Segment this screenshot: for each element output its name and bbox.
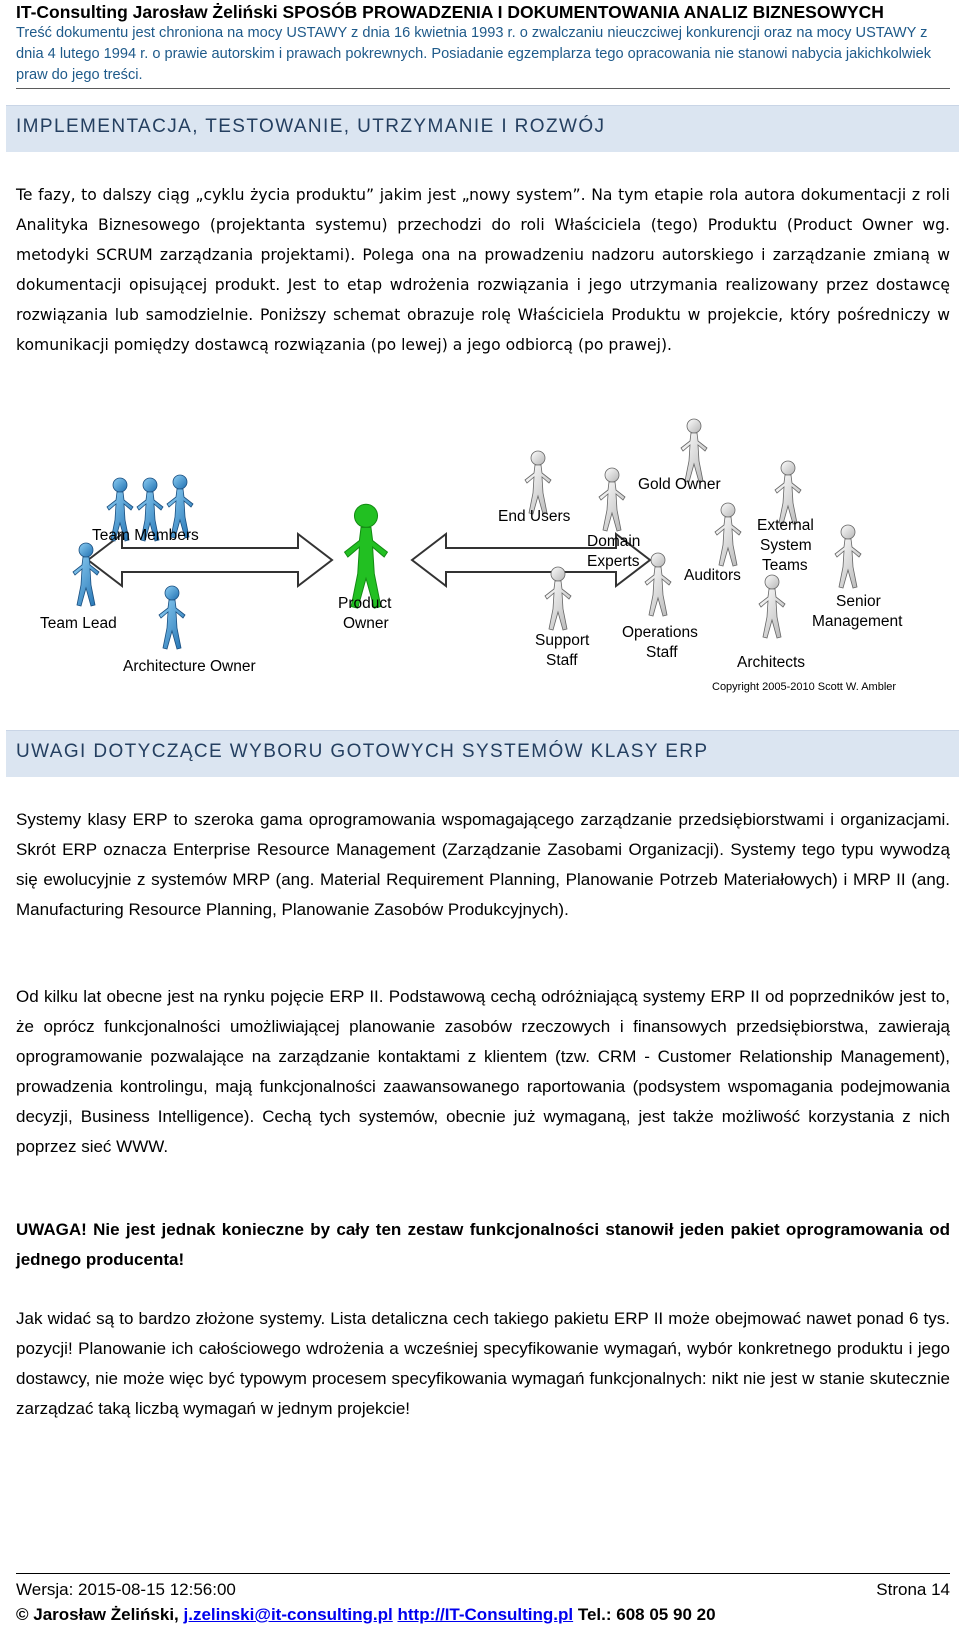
product-owner-figure <box>345 504 388 608</box>
senior-management-figure <box>835 525 861 588</box>
label-product-owner-1: Product <box>338 595 392 612</box>
support-staff-figure <box>545 567 571 630</box>
label-auditors: Auditors <box>684 567 741 584</box>
label-external-2: System <box>760 537 812 554</box>
section-title: UWAGI DOTYCZĄCE WYBORU GOTOWYCH SYSTEMÓW KLASY ERP <box>16 741 709 762</box>
header-title: IT-Consulting Jarosław Żeliński SPOSÓB PROWADZENIA I DOKUMENTOWANIA ANALIZ BIZNESOWYCH <box>16 2 884 22</box>
paragraph-intro: Te fazy, to dalszy ciąg „cyklu życia produktu” jakim jest „nowy system”. Na tym etapie rola autora dokumentacji z roli Analityka Biznesowego (projektanta systemu) przechodzi do roli Właściciela (tego) Produktu (Product Owner wg. metodyki SCRUM zarządzania projektami). Polega ona na prowadzeniu nadzoru autorskiego i zarządzanie zmianą w dokumentacji opisującej produkt. Jest to etap wdrożenia rozwiązania i jego utrzymania realizowany przez dostawcę rozwiązania lub samodzielnie. Poniższy schemat obrazuje rolę Właściciela Produktu w projekcie, który pośredniczy w komunikacji pomiędzy dostawcą rozwiązania (po lewej) a jego odbiorcą (po prawej). <box>16 186 950 354</box>
label-team-lead: Team Lead <box>40 615 117 632</box>
label-architecture-owner: Architecture Owner <box>123 658 256 675</box>
label-team-members: Team Members <box>92 527 199 544</box>
label-external-1: External <box>757 517 814 534</box>
paragraph-complexity: Jak widać są to bardzo złożone systemy. Lista detaliczna cech takiego pakietu ERP II może obejmować nawet ponad 6 tys. pozycji! Planowanie ich całościowego wdrożenia a wcześniej specyfikowanie wymagań, wybór konkretnego produktu i jego dostawcy, nie może więc być typowym procesem specyfikowania wymagań funkcjonalnych: nikt nie jest w stanie skutecznie zarządzać taką liczbą wymagań w jednym projekcie! <box>16 1309 950 1418</box>
page-header <box>16 0 950 86</box>
paragraph-warning: UWAGA! Nie jest jednak konieczne by cały ten zestaw funkcjonalności stanowił jeden pakiet oprogramowania od jednego producenta! <box>16 1220 950 1269</box>
label-senior-1: Senior <box>836 593 881 610</box>
author-name: © Jarosław Żeliński, <box>16 1605 179 1624</box>
label-product-owner-2: Owner <box>343 615 389 632</box>
operations-staff-figure <box>645 553 671 616</box>
section-heading-erp <box>6 730 959 777</box>
website-link[interactable]: http://IT-Consulting.pl <box>397 1605 574 1624</box>
end-user-figure <box>525 451 551 514</box>
footer-contact <box>16 1605 716 1625</box>
architect-figure <box>759 575 785 638</box>
product-owner-diagram <box>30 418 950 723</box>
label-senior-2: Management <box>812 613 903 630</box>
label-domain-experts-1: Domain <box>587 533 641 550</box>
document-version: Wersja: 2015-08-15 12:56:00 <box>16 1580 236 1599</box>
auditor-figure <box>715 503 741 566</box>
label-operations-2: Staff <box>646 644 678 661</box>
copyright-notice: Treść dokumentu jest chroniona na mocy USTAWY z dnia 16 kwietnia 1993 r. o zwalczaniu nieuczciwej konkurencji oraz na mocy USTAWY z dnia 4 lutego 1994 r. o prawie autorskim i prawach pokrewnych. Posiadanie egzemplarza tego opracowania nie stanowi nabycia jakichkolwiek praw do jego treści. <box>16 25 932 83</box>
page-number: Strona 14 <box>876 1580 950 1599</box>
diagram-copyright: Copyright 2005-2010 Scott W. Ambler <box>712 681 897 693</box>
gold-owner-figure <box>681 419 707 482</box>
architecture-owner-figure <box>159 586 185 649</box>
label-end-users: End Users <box>498 508 571 525</box>
phone-number: Tel.: 608 05 90 20 <box>577 1605 716 1624</box>
label-operations-1: Operations <box>622 624 698 641</box>
paragraph-erp-ii: Od kilku lat obecne jest na rynku pojęcie ERP II. Podstawową cechą odróżniającą systemy ERP II od poprzedników jest to, że oprócz funkcjonalności umożliwiającej planowanie zasobów rzeczowych i finansowych przedsiębiorstwa, zawierają oprogramowanie pozwalające na zarządzanie kontaktami z klientem (tzw. CRM - Customer Relationship Management), prowadzenia kontrolingu, mają funkcjonalności zaawansowanego raportowania (podsystem wspomagania podejmowania decyzji, Business Intelligence). Cechą tych systemów, obecnie już wymaganą, jest także możliwość korzystania z nich poprzez sieć WWW. <box>16 987 950 1156</box>
section-heading-implementacja <box>6 105 959 152</box>
domain-expert-figure <box>599 468 625 531</box>
label-architects: Architects <box>737 654 806 671</box>
paragraph-erp-definition: Systemy klasy ERP to szeroka gama oprogramowania wspomagającego zarządzanie przedsiębiorstwami i organizacjami. Skrót ERP oznacza Enterprise Resource Management (Zarządzanie Zasobami Organizacji). Systemy tego typu wywodzą się ewolucyjnie z systemów MRP (ang. Material Requirement Planning, Planowanie Potrzeb Materiałowych) i MRP II (ang. Manufacturing Resource Planning, Planowanie Zasobów Produkcyjnych). <box>16 810 950 919</box>
label-support-2: Staff <box>546 652 578 669</box>
footer-divider <box>16 1573 950 1574</box>
label-support-1: Support <box>535 632 590 649</box>
external-teams-figure <box>775 461 801 524</box>
label-domain-experts-2: Experts <box>587 553 640 570</box>
label-gold-owner: Gold Owner <box>638 476 721 493</box>
email-link[interactable]: j.zelinski@it-consulting.pl <box>183 1605 393 1624</box>
team-lead-figure <box>73 543 99 606</box>
label-external-3: Teams <box>762 557 808 574</box>
section-title: IMPLEMENTACJA, TESTOWANIE, UTRZYMANIE I ROZWÓJ <box>16 116 606 137</box>
header-divider <box>16 88 950 89</box>
